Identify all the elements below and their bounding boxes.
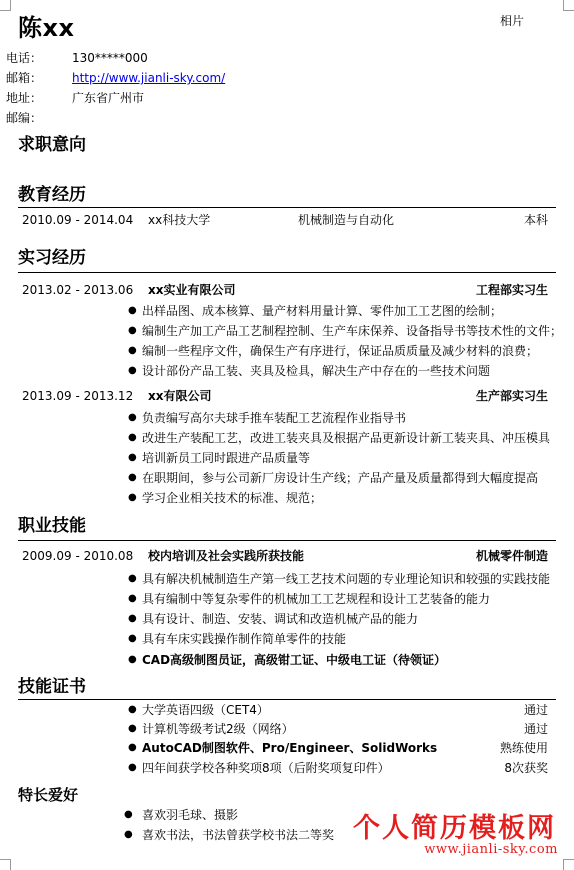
certificate-row: ● 四年间获学校各种奖项8项（后附奖项复印件） 8次获奖 xyxy=(0,758,574,778)
section-divider xyxy=(18,207,556,208)
certificate-status: 8次获奖 xyxy=(504,761,548,775)
education-degree: 本科 xyxy=(523,213,548,227)
internship-period: 2013.02 - 2013.06 xyxy=(22,283,134,297)
internship-period: 2013.09 - 2013.12 xyxy=(22,389,134,403)
list-item: ● 编制生产加工产品工艺制程控制、生产车床保养、设备指导书等技术性的文件； xyxy=(128,324,563,338)
list-item: ● 具有解决机械制造生产第一线工艺技术问题的专业理论知识和较强的实践技能 xyxy=(128,572,551,586)
internship-header xyxy=(0,387,574,405)
education-row xyxy=(0,211,574,229)
page-corner-mark xyxy=(0,859,11,870)
certificate-status: 熟练使用 xyxy=(499,741,548,755)
section-heading-education: 教育经历 xyxy=(18,185,86,205)
contact-label: 电话： xyxy=(5,51,42,65)
list-item: ● 在职期间，参与公司新厂房设计生产线；产品产量及质量都得到大幅度提高 xyxy=(128,471,539,485)
watermark-url: www.jianli-sky.com xyxy=(424,842,558,857)
list-item: ● 具有车床实践操作制作简单零件的技能 xyxy=(128,632,347,646)
section-divider xyxy=(18,540,556,541)
list-item: ● 负责编写高尔夫球手推车装配工艺流程作业指导书 xyxy=(128,411,407,425)
internship-role: 生产部实习生 xyxy=(475,389,548,403)
certificate-row: ● AutoCAD制图软件、Pro/Engineer、SolidWorks 熟练使用 xyxy=(0,738,574,758)
certificate-status: 通过 xyxy=(523,722,548,736)
certificate-status: 通过 xyxy=(523,703,548,717)
skills-org: 校内培训及社会实践所获技能 xyxy=(148,549,305,563)
photo-placeholder: 相片 xyxy=(500,14,525,28)
list-item: ● 具有编制中等复杂零件的机械加工工艺规程和设计工艺装备的能力 xyxy=(128,592,491,606)
candidate-name: 陈xx xyxy=(18,14,75,42)
skills-field: 机械零件制造 xyxy=(475,549,548,563)
section-heading-internship: 实习经历 xyxy=(18,248,86,268)
hobby-item: ● 喜欢羽毛球、摄影 xyxy=(124,808,239,822)
watermark-title: 个人简历模板网 xyxy=(353,813,556,844)
certificate-name: AutoCAD制图软件、Pro/Engineer、SolidWorks xyxy=(142,741,438,755)
page-corner-mark xyxy=(563,859,574,870)
list-item: ● 具有设计、制造、安装、调试和改造机械产品的能力 xyxy=(128,612,419,626)
page-corner-mark xyxy=(0,0,11,11)
list-item: ● 培训新员工同时跟进产品质量等 xyxy=(128,451,311,465)
certificate-row: ● 计算机等级考试2级（网络） 通过 xyxy=(0,719,574,739)
certificate-row: ● 大学英语四级（CET4） 通过 xyxy=(0,700,574,720)
education-major: 机械制造与自动化 xyxy=(298,213,395,227)
certificate-name: 四年间获学校各种奖项8项（后附奖项复印件） xyxy=(142,761,390,775)
list-item: ● 出样品图、成本核算、量产材料用量计算、零件加工工艺图的绘制； xyxy=(128,304,503,318)
page-corner-mark xyxy=(563,0,574,11)
contact-label: 邮箱： xyxy=(5,71,42,85)
section-heading-hobbies: 特长爱好 xyxy=(18,786,79,804)
skills-header xyxy=(0,547,574,565)
internship-header xyxy=(0,281,574,299)
internship-role: 工程部实习生 xyxy=(475,283,548,297)
list-item: ● 改进生产装配工艺，改进工装夹具及根据产品更新设计新工装夹具、冲压模具 xyxy=(128,431,551,445)
certificate-name: 大学英语四级（CET4） xyxy=(142,703,269,717)
certificate-name: 计算机等级考试2级（网络） xyxy=(142,722,294,736)
education-period: 2010.09 - 2014.04 xyxy=(22,213,134,227)
contact-label: 地址： xyxy=(5,91,42,105)
hobby-item: ● 喜欢书法，书法曾获学校书法二等奖 xyxy=(124,828,335,842)
list-item: ● 设计部份产品工装、夹具及检具，解决生产中存在的一些技术问题 xyxy=(128,364,491,378)
internship-company: xx实业有限公司 xyxy=(148,283,236,297)
education-school: xx科技大学 xyxy=(148,213,211,227)
section-divider xyxy=(18,272,556,273)
list-item: ● CAD高级制图员证，高级钳工证、中级电工证（待领证） xyxy=(128,653,447,667)
contact-label: 邮编： xyxy=(5,111,42,125)
skills-period: 2009.09 - 2010.08 xyxy=(22,549,134,563)
list-item: ● 编制一些程序文件，确保生产有序进行，保证品质质量及减少材料的浪费； xyxy=(128,344,539,358)
internship-company: xx有限公司 xyxy=(148,389,212,403)
section-heading-certificates: 技能证书 xyxy=(18,677,86,697)
section-heading-skills: 职业技能 xyxy=(18,516,86,536)
website-link[interactable]: http://www.jianli-sky.com/ xyxy=(72,71,226,85)
section-heading-job-intention: 求职意向 xyxy=(18,135,86,155)
list-item: ● 学习企业相关技术的标准、规范； xyxy=(128,491,323,505)
contact-value: 130*****000 xyxy=(72,51,148,65)
contact-value: 广东省广州市 xyxy=(72,91,145,105)
